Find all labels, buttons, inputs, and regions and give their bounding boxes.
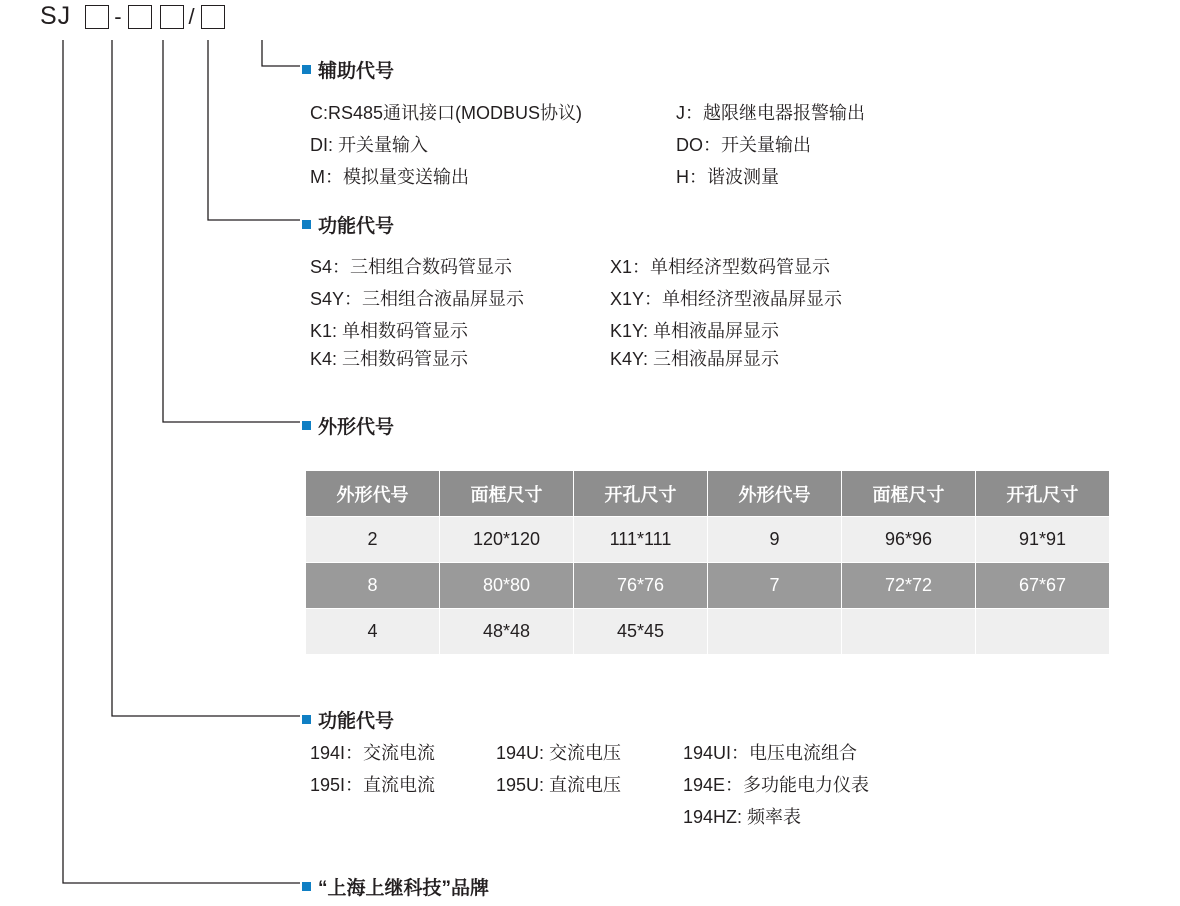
aux-item-right-3: H：谐波测量: [676, 167, 779, 187]
meter-item-r1c2: 194U: 交流电压: [496, 743, 622, 763]
table-cell: 2: [306, 517, 440, 563]
meter-item-r2c1: 195I：直流电流: [310, 775, 436, 795]
display-item-left-4: K4: 三相数码管显示: [310, 349, 469, 369]
meter-item-r3c3: 194HZ: 频率表: [683, 807, 802, 827]
section-heading-function-meter: [302, 706, 394, 733]
section-title-aux: 辅助代号: [318, 61, 395, 82]
table-cell: 7: [708, 563, 842, 609]
aux-item-right-1: J：越限继电器报警输出: [676, 103, 865, 123]
table-cell: 8: [306, 563, 440, 609]
model-box-2: [128, 5, 152, 29]
bullet-square-icon: [302, 715, 311, 724]
table-header-cell: 开孔尺寸: [976, 471, 1110, 517]
table-cell: [976, 609, 1110, 655]
model-box-4: [201, 5, 225, 29]
display-item-right-3: K1Y: 单相液晶屏显示: [610, 321, 780, 341]
model-box-3: [160, 5, 184, 29]
bullet-square-icon: [302, 220, 311, 229]
table-cell: 45*45: [574, 609, 708, 655]
bullet-square-icon: [302, 65, 311, 74]
section-heading-aux: [302, 56, 394, 83]
table-cell: 67*67: [976, 563, 1110, 609]
table-cell: 120*120: [440, 517, 574, 563]
bullet-square-icon: [302, 421, 311, 430]
table-cell: 4: [306, 609, 440, 655]
aux-item-right-2: DO：开关量输出: [676, 135, 811, 155]
display-item-right-4: K4Y: 三相液晶屏显示: [610, 349, 780, 369]
section-title-shape: 外形代号: [318, 417, 395, 438]
bullet-square-icon: [302, 882, 311, 891]
display-item-left-2: S4Y：三相组合液晶屏显示: [310, 289, 525, 309]
display-item-left-1: S4：三相组合数码管显示: [310, 257, 513, 277]
table-cell: 111*111: [574, 517, 708, 563]
table-cell: 76*76: [574, 563, 708, 609]
meter-item-r1c3: 194UI：电压电流组合: [683, 743, 858, 763]
table-cell: 80*80: [440, 563, 574, 609]
section-title-function-meter: 功能代号: [318, 711, 395, 732]
table-header-cell: 外形代号: [306, 471, 440, 517]
aux-item-left-3: M：模拟量变送输出: [310, 167, 469, 187]
meter-item-r2c3: 194E：多功能电力仪表: [683, 775, 870, 795]
model-slash: /: [188, 3, 196, 29]
aux-item-left-2: DI: 开关量输入: [310, 135, 429, 155]
table-cell: 72*72: [842, 563, 976, 609]
table-cell: 48*48: [440, 609, 574, 655]
section-heading-shape: [302, 412, 394, 439]
table-cell: 96*96: [842, 517, 976, 563]
table-cell: [708, 609, 842, 655]
meter-item-r2c2: 195U: 直流电压: [496, 775, 622, 795]
section-heading-function-display: [302, 211, 394, 238]
table-cell: [842, 609, 976, 655]
table-header-cell: 外形代号: [708, 471, 842, 517]
table-header-cell: 开孔尺寸: [574, 471, 708, 517]
model-prefix: SJ: [40, 2, 72, 30]
display-item-right-1: X1：单相经济型数码管显示: [610, 257, 831, 277]
meter-item-r1c1: 194I：交流电流: [310, 743, 436, 763]
model-dash: -: [114, 3, 123, 29]
table-cell: 9: [708, 517, 842, 563]
table-row: [306, 563, 1110, 609]
aux-item-left-1: C:RS485通讯接口(MODBUS协议): [310, 103, 583, 123]
section-heading-brand: [302, 873, 489, 900]
model-box-1: [85, 5, 109, 29]
display-item-right-2: X1Y：单相经济型液晶屏显示: [610, 289, 843, 309]
table-header-row: [306, 471, 1110, 517]
dimension-table: [305, 470, 1110, 655]
table-header-cell: 面框尺寸: [440, 471, 574, 517]
table-cell: 91*91: [976, 517, 1110, 563]
model-code-row: [40, 2, 225, 31]
table-header-cell: 面框尺寸: [842, 471, 976, 517]
section-title-function-display: 功能代号: [318, 216, 395, 237]
table-row: [306, 609, 1110, 655]
display-item-left-3: K1: 单相数码管显示: [310, 321, 469, 341]
section-title-brand: “上海上继科技”品牌: [318, 878, 490, 899]
table-row: [306, 517, 1110, 563]
